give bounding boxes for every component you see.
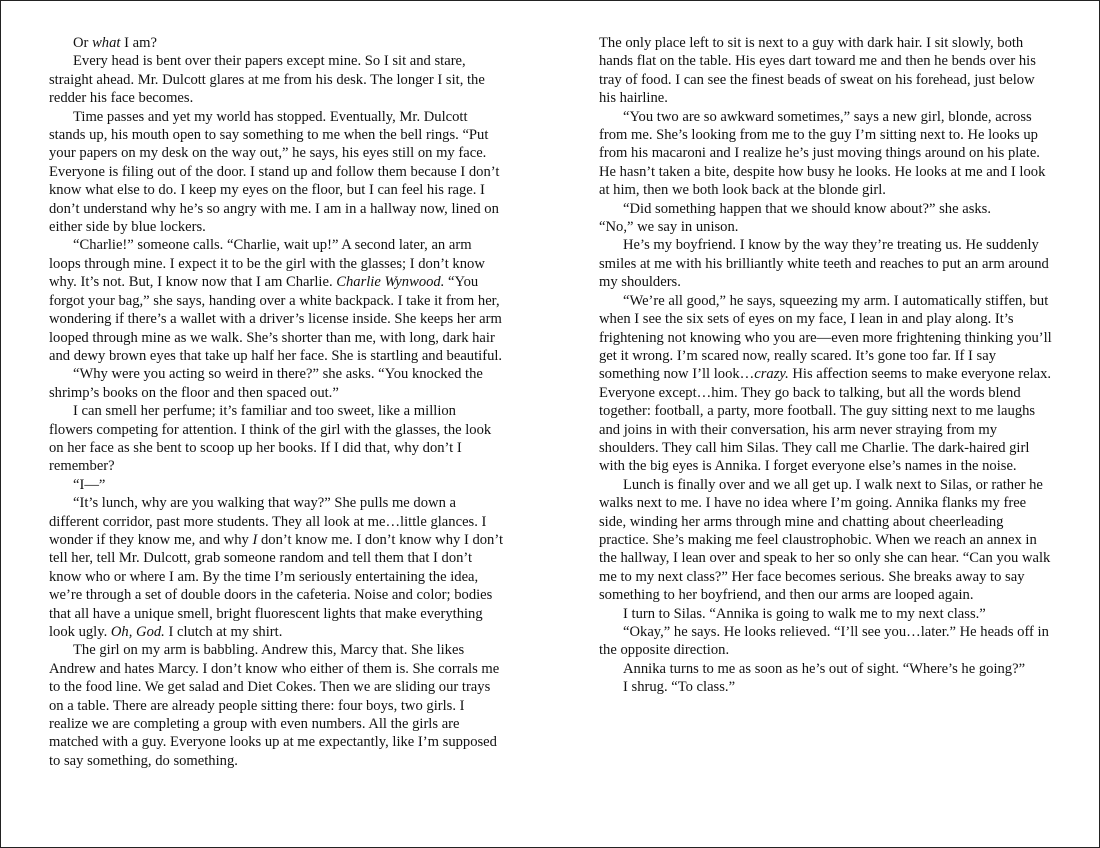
text-run: I turn to Silas. “Annika is going to walk me to my next class.”	[623, 605, 986, 622]
italic-text: I	[252, 531, 258, 548]
text-run: “Did something happen that we should know about?” she asks.	[623, 200, 992, 217]
paragraph	[599, 605, 1055, 623]
text-run: Time passes and yet my world has stopped. Eventually, Mr. Dulcott stands up, his mouth open to say something to me when the bell rings. “Put your papers on my desk on the way out,” he says, his eyes still on my face. Everyone is filing out of the door. I stand up and follow them because I don’t know what else to do. I keep my eyes on the floor, but I can feel his rage. I don’t understand why he’s so angry with me. I am in a hallway now, lined on either side by blue lockers.	[49, 108, 500, 236]
text-run: “I—”	[73, 476, 106, 493]
paragraph	[599, 476, 1055, 605]
text-run: “You two are so awkward sometimes,” says a new girl, blonde, across from me. She’s looking from me to the guy I’m sitting next to. He looks up from his macaroni and I realize he’s just moving things around on his plate. He hasn’t taken a bite, despite how busy he looks. He looks at me and I look at him, then we both look back at the blonde girl.	[599, 108, 1046, 199]
text-run: Annika turns to me as soon as he’s out of sight. “Where’s he going?”	[623, 660, 1026, 677]
italic-text: crazy.	[754, 366, 789, 383]
text-run: I am?	[120, 35, 157, 51]
text-run: don’t know me. I don’t know why I don’t tell her, tell Mr. Dulcott, grab someone random and tell them that I don’t know who or where I am. By the time I’m seriously entertaining the idea, we’re through a set of double doors in the cafeteria. Noise and color; bodies that all have a unique smell, bright fluorescent lights that make everything look ugly.	[49, 531, 503, 640]
text-run: I can smell her perfume; it’s familiar and too sweet, like a million flowers competing for attention. I think of the girl with the glasses, the look on her face as she bent to scoop up her books. If I did that, why don’t I remember?	[49, 403, 492, 475]
paragraph	[49, 641, 503, 770]
paragraph	[599, 108, 1055, 200]
italic-text: what	[92, 35, 121, 51]
paragraph	[49, 34, 503, 52]
text-run: I shrug. “To class.”	[623, 679, 736, 696]
paragraph	[49, 476, 503, 494]
paragraph	[49, 402, 503, 476]
text-run: “You forgot your bag,” she says, handing over a white backpack. I take it from her, wondering if there’s a wallet with a driver’s license inside. She keeps her arm looped through mine as we walk. She’s shorter than me, with long, dark hair and dewy brown eyes that take up half her face. She is startling and beautiful.	[49, 274, 503, 364]
paragraph	[599, 292, 1055, 476]
italic-text: Charlie Wynwood.	[336, 274, 445, 291]
paragraph	[599, 200, 1055, 218]
text-run: “Why were you acting so weird in there?” she asks. “You knocked the shrimp’s books on the floor and then spaced out.”	[49, 366, 483, 401]
text-run: I clutch at my shirt.	[164, 624, 283, 640]
text-run: “No,” we say in unison.	[599, 219, 739, 236]
paragraph	[599, 660, 1055, 678]
text-run: The only place left to sit is next to a guy with dark hair. I sit slowly, both hands flat on the table. His eyes dart toward me and then he bends over his tray of food. I can see the finest beads of sweat on his forehead, just below his hairline.	[599, 35, 1036, 107]
paragraph	[49, 365, 503, 402]
paragraph	[599, 623, 1055, 660]
paragraph	[49, 494, 503, 641]
text-run: He’s my boyfriend. I know by the way they’re treating us. He suddenly smiles at me with his brilliantly white teeth and reaches to put an arm around my shoulders.	[599, 237, 1049, 291]
paragraph	[599, 218, 1055, 236]
text-run: Lunch is finally over and we all get up. I walk next to Silas, or rather he walks next to me. I have no idea where I’m going. Annika flanks my free side, winding her arms through mine and chatting about cheerleading practice. She’s making me feel claustrophobic. When we reach an annex in the hallway, I lean over and speak to her so only she can hear. “Can you walk me to my next class?” Her face becomes serious. She breaks away to say something to her boyfriend, and then our arms are looped again.	[599, 476, 1051, 604]
paragraph	[49, 236, 503, 365]
left-page-text	[49, 34, 503, 770]
text-run: Or	[73, 35, 93, 51]
text-run: “We’re all good,” he says, squeezing my arm. I automatically stiffen, but when I see the six sets of eyes on my face, I lean in and play along. It’s frightening not knowing who you are—even more frightening thinking you’ll get it wrong. I’m scared now, really scared. It’s gone too far. If I say something now I’ll look…	[599, 292, 1052, 383]
text-run: “Charlie!” someone calls. “Charlie, wait up!” A second later, an arm loops through mine. I expect it to be the girl with the glasses; I don’t know why. It’s not. But, I know now that I am Charlie.	[49, 237, 485, 291]
paragraph	[599, 678, 1055, 696]
text-run: “It’s lunch, why are you walking that way?” She pulls me down a different corridor, past more students. They all look at me…little glances. I wonder if they know me, and why	[49, 495, 487, 548]
text-run: The girl on my arm is babbling. Andrew this, Marcy that. She likes Andrew and hates Marcy. I don’t know who either of them is. She corrals me to the food line. We get salad and Diet Cokes. Then we are sliding our trays on a table. There are already people sitting there: four boys, two girls. I realize we are completing a group with even numbers. All the girls are matched with a guy. Everyone looks up at me expectantly, like I’m supposed to say something, do something.	[49, 642, 500, 769]
italic-text: Oh, God.	[110, 624, 165, 640]
text-run: “Okay,” he says. He looks relieved. “I’ll see you…later.” He heads off in the opposite direction.	[599, 624, 1049, 659]
text-run: Every head is bent over their papers except mine. So I sit and stare, straight ahead. Mr. Dulcott glares at me from his desk. The longer I sit, the redder his face becomes.	[49, 53, 485, 107]
paragraph	[599, 34, 1055, 108]
paragraph	[599, 236, 1055, 291]
paragraph	[49, 52, 503, 107]
paragraph	[49, 108, 503, 237]
text-run: His affection seems to make everyone relax. Everyone except…him. They go back to talking, but all the words blend together: football, a party, more football. The guy sitting next to me laughs and joins in with their conversation, his arm never straying from my shoulders. They call him Silas. They call me Charlie. The dark-haired girl with the big eyes is Annika. I forget everyone else’s names in the noise.	[599, 366, 1052, 475]
right-page-text	[599, 34, 1055, 697]
